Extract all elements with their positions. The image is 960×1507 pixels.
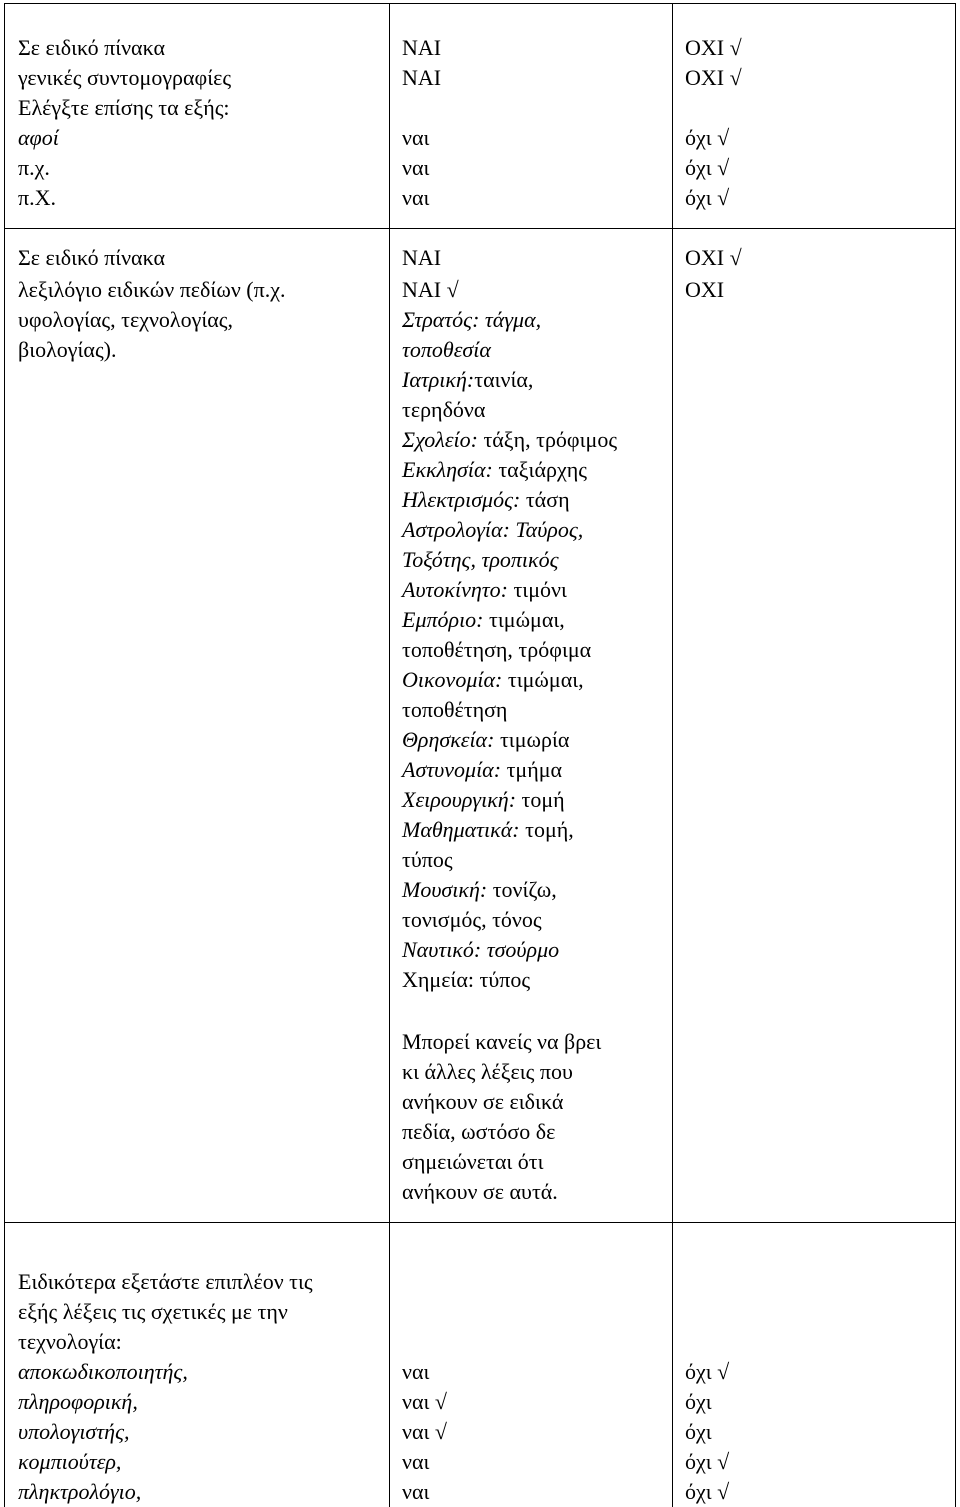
r3-col1-text-6: υπολογιστής, bbox=[18, 1419, 130, 1444]
domain-entry bbox=[402, 605, 565, 635]
domain-term: τονισμός, τόνος bbox=[402, 907, 542, 932]
domain-term: τάξη, τρόφιμος bbox=[477, 427, 618, 452]
domain-term: τάση bbox=[520, 487, 570, 512]
domain-label: Ιατρική: bbox=[402, 367, 475, 392]
r3-col1-text-4: αποκωδικοποιητής, bbox=[18, 1359, 188, 1384]
r1-col1-text-5: π.χ. bbox=[18, 155, 50, 180]
r1-col1-text-6: π.Χ. bbox=[18, 185, 56, 210]
r3-col1-text-3: τεχνολογία: bbox=[18, 1329, 122, 1354]
r3-col2-text-3: ναι √ bbox=[402, 1419, 447, 1444]
domain-term: τιμόνι bbox=[507, 577, 567, 602]
domain-label: Αστυνομία: bbox=[402, 757, 502, 782]
domain-label: Εκκλησία: bbox=[402, 457, 493, 482]
domain-entry bbox=[402, 845, 453, 875]
row-divider-2 bbox=[4, 1222, 956, 1223]
r2-note-4: πεδία, ωστόσο δε bbox=[402, 1119, 556, 1144]
domain-label: Αστρολογία: Ταύρος, bbox=[402, 517, 584, 542]
r2-col3-text-2: ΟΧΙ bbox=[685, 277, 725, 302]
r3-col1-text-2: εξής λέξεις τις σχετικές με την bbox=[18, 1299, 288, 1324]
domain-term: τομή, bbox=[519, 817, 574, 842]
r2-col1-text-1: Σε ειδικό πίνακα bbox=[18, 245, 166, 270]
r1-col1-text-2: γενικές συντομογραφίες bbox=[18, 65, 232, 90]
domain-entry bbox=[402, 875, 557, 905]
domain-term: τερηδόνα bbox=[402, 397, 486, 422]
domain-entry bbox=[402, 725, 569, 755]
domain-term: τοποθέτηση, τρόφιμα bbox=[402, 637, 592, 662]
domain-entry bbox=[402, 575, 567, 605]
domain-entry bbox=[402, 635, 591, 665]
r3-col3-text-3: όχι bbox=[685, 1419, 712, 1444]
domain-term: τονίζω, bbox=[487, 877, 557, 902]
domain-entry bbox=[402, 695, 507, 725]
domain-entry bbox=[402, 455, 587, 485]
domain-term: τμήμα bbox=[501, 757, 563, 782]
r3-col3-text-1: όχι √ bbox=[685, 1359, 730, 1384]
domain-label: Τοξότης, τροπικός bbox=[402, 547, 559, 572]
domain-entry bbox=[402, 425, 617, 455]
domain-entry bbox=[402, 305, 541, 335]
domain-entry bbox=[402, 965, 530, 995]
table-border-top bbox=[4, 3, 956, 4]
domain-term: ταξιάρχης bbox=[492, 457, 587, 482]
domain-entry bbox=[402, 935, 559, 965]
r2-col2-head-2: ΝΑΙ √ bbox=[402, 277, 459, 302]
domain-label: Μαθηματικά: bbox=[402, 817, 520, 842]
r3-col1-text-8: πληκτρολόγιο, bbox=[18, 1479, 142, 1504]
domain-label: τοποθεσία bbox=[402, 337, 491, 362]
domain-entry bbox=[402, 545, 559, 575]
r2-col3-text-1: ΟΧΙ √ bbox=[685, 245, 742, 270]
r3-col2-text-5: ναι bbox=[402, 1479, 430, 1504]
r1-col2-text-4: ναι bbox=[402, 155, 430, 180]
r3-col1-text-1: Ειδικότερα εξετάστε επιπλέον τις bbox=[18, 1269, 313, 1294]
domain-entry bbox=[402, 485, 570, 515]
domain-label: Οικονομία: bbox=[402, 667, 503, 692]
domain-term: ταινία, bbox=[474, 367, 534, 392]
domain-term: τιμώμαι, bbox=[502, 667, 584, 692]
domain-label: Εμπόριο: bbox=[402, 607, 484, 632]
domain-label: Ηλεκτρισμός: bbox=[402, 487, 521, 512]
domain-term: τιμωρία bbox=[494, 727, 570, 752]
r1-col2-text-2: ΝΑΙ bbox=[402, 65, 442, 90]
domain-term: τύπος bbox=[402, 847, 453, 872]
row-divider-1 bbox=[4, 228, 956, 229]
r1-col2-text-1: ΝΑΙ bbox=[402, 35, 442, 60]
r1-col2-text-3: ναι bbox=[402, 125, 430, 150]
domain-label: Σχολείο: bbox=[402, 427, 478, 452]
r3-col2-text-4: ναι bbox=[402, 1449, 430, 1474]
domain-entry bbox=[402, 335, 491, 365]
domain-entry bbox=[402, 785, 565, 815]
domain-label: Μουσική: bbox=[402, 877, 488, 902]
r1-col3-text-1: ΟΧΙ √ bbox=[685, 35, 742, 60]
domain-term: τοποθέτηση bbox=[402, 697, 508, 722]
domain-entry bbox=[402, 665, 584, 695]
domain-label: Στρατός: τάγμα, bbox=[402, 307, 542, 332]
domain-entry bbox=[402, 515, 583, 545]
r3-col2-text-1: ναι bbox=[402, 1359, 430, 1384]
domain-entry bbox=[402, 365, 533, 395]
r2-col1-text-2: λεξιλόγιο ειδικών πεδίων (π.χ. bbox=[18, 277, 286, 302]
domain-label: Αυτοκίνητο: bbox=[402, 577, 508, 602]
r1-col3-text-4: όχι √ bbox=[685, 155, 730, 180]
r3-col3-text-2: όχι bbox=[685, 1389, 712, 1414]
domain-entry bbox=[402, 395, 485, 425]
r3-col1-text-7: κομπιούτερ, bbox=[18, 1449, 122, 1474]
r2-note-6: ανήκουν σε αυτά. bbox=[402, 1179, 558, 1204]
r1-col1-text-4: αφοί bbox=[18, 125, 59, 150]
domain-entry bbox=[402, 755, 562, 785]
r2-col1-text-4: βιολογίας). bbox=[18, 337, 117, 362]
r1-col3-text-3: όχι √ bbox=[685, 125, 730, 150]
domain-entry bbox=[402, 905, 542, 935]
r1-col2-text-5: ναι bbox=[402, 185, 430, 210]
domain-label: Θρησκεία: bbox=[402, 727, 495, 752]
r2-col2-head-1: ΝΑΙ bbox=[402, 245, 442, 270]
domain-term: τομή bbox=[516, 787, 565, 812]
domain-entry bbox=[402, 815, 574, 845]
r3-col2-text-2: ναι √ bbox=[402, 1389, 447, 1414]
r1-col3-text-2: ΟΧΙ √ bbox=[685, 65, 742, 90]
r2-note-5: σημειώνεται ότι bbox=[402, 1149, 544, 1174]
domain-label: Ναυτικό: τσούρμο bbox=[402, 937, 560, 962]
r3-col3-text-4: όχι √ bbox=[685, 1449, 730, 1474]
r3-col1-text-5: πληροφορική, bbox=[18, 1389, 138, 1414]
r1-col1-text-3: Ελέγξτε επίσης τα εξής: bbox=[18, 95, 230, 120]
r2-note-2: κι άλλες λέξεις που bbox=[402, 1059, 573, 1084]
r1-col3-text-5: όχι √ bbox=[685, 185, 730, 210]
r1-col1-text-1: Σε ειδικό πίνακα bbox=[18, 35, 166, 60]
domain-term: τιμώμαι, bbox=[483, 607, 565, 632]
r2-note-1: Μπορεί κανείς να βρει bbox=[402, 1029, 602, 1054]
r2-col1-text-3: υφολογίας, τεχνολογίας, bbox=[18, 307, 233, 332]
domain-term: Χημεία: τύπος bbox=[402, 967, 531, 992]
r3-col3-text-5: όχι √ bbox=[685, 1479, 730, 1504]
r2-note-3: ανήκουν σε ειδικά bbox=[402, 1089, 564, 1114]
domain-label: Χειρουργική: bbox=[402, 787, 517, 812]
